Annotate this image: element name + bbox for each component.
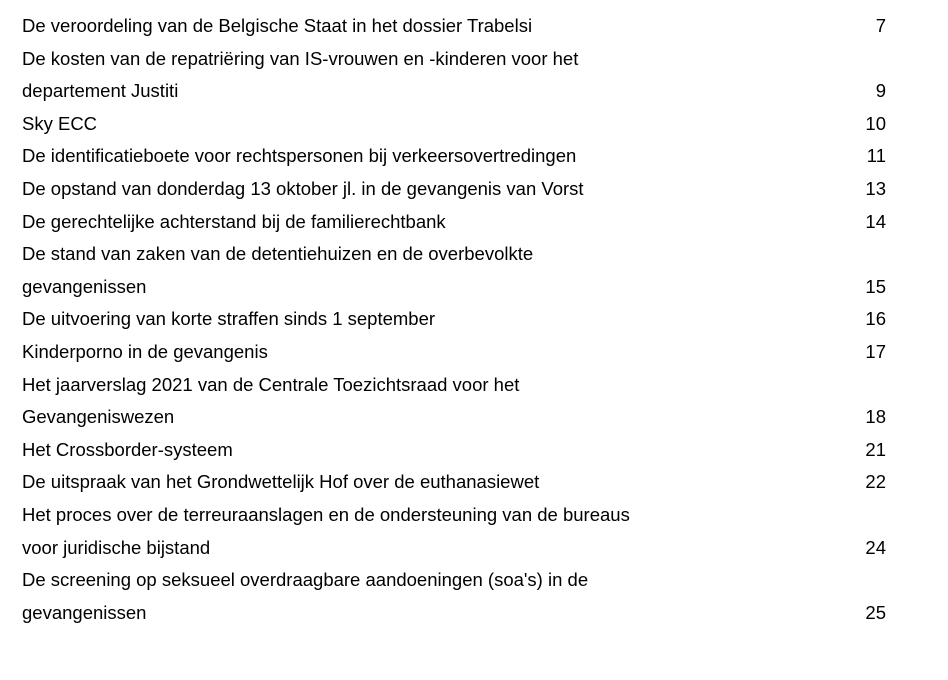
toc-entry-title (22, 564, 828, 629)
toc-entry-title-line: De identificatieboete voor rechtspersonen bij verkeersovertredingen (22, 145, 577, 167)
toc-entry-title-line: De gerechtelijke achterstand bij de familierechtbank (22, 210, 446, 232)
toc-entry-page-number: 17 (865, 340, 886, 362)
toc-entry-page-number: 9 (875, 80, 886, 102)
toc-entry-title-line: departement Justiti (22, 80, 179, 102)
toc-entry (22, 336, 888, 369)
toc-entry-page-number: 24 (865, 536, 886, 558)
toc-entry-title (22, 238, 828, 303)
toc-entry-title-line: Het jaarverslag 2021 van de Centrale Toezichtsraad voor het (22, 373, 520, 395)
toc-entry-page-number: 16 (865, 308, 886, 330)
toc-entry-title (22, 336, 828, 369)
toc-entry (22, 43, 888, 108)
toc-entry-title-line: Kinderporno in de gevangenis (22, 340, 268, 362)
toc-entry (22, 206, 888, 239)
toc-entry (22, 10, 888, 43)
toc-entry-title (22, 140, 828, 173)
toc-entry-title-line: Het Crossborder-systeem (22, 438, 233, 460)
toc-entry-title (22, 499, 828, 564)
toc-entry-title (22, 303, 828, 336)
toc-entry-title-line: De veroordeling van de Belgische Staat in het dossier Trabelsi (22, 15, 533, 36)
toc-entry-page-number: 25 (865, 601, 886, 623)
toc-entry (22, 173, 888, 206)
toc-entry-title-line: Gevangeniswezen (22, 406, 175, 428)
toc-entry-title-line: De stand van zaken van de detentiehuizen en de overbevolkte (22, 243, 534, 265)
toc-entry-title-line: De screening op seksueel overdraagbare aandoeningen (soa's) in de (22, 569, 589, 591)
toc-entry-title-line: gevangenissen (22, 601, 147, 623)
toc-entry-page-number: 14 (865, 210, 886, 232)
toc-entry-page-number: 21 (865, 438, 886, 460)
toc-entry-title (22, 434, 828, 467)
toc-entry-title-line: De uitspraak van het Grondwettelijk Hof over de euthanasiewet (22, 471, 540, 493)
toc-entry-page-number: 22 (865, 471, 886, 493)
toc-entry-title-line: De uitvoering van korte straffen sinds 1 september (22, 308, 436, 330)
toc-entry-title (22, 369, 828, 434)
toc-entry (22, 564, 888, 629)
toc-entry (22, 369, 888, 434)
toc-entry-title (22, 108, 828, 141)
toc-entry-page-number: 7 (875, 15, 886, 36)
toc-entry-page-number: 18 (865, 406, 886, 428)
toc-entry (22, 434, 888, 467)
toc-entry-title (22, 10, 828, 43)
table-of-contents (22, 10, 888, 629)
toc-entry-title (22, 43, 828, 108)
toc-entry-title (22, 206, 828, 239)
toc-entry-title-line: Sky ECC (22, 112, 98, 134)
toc-entry-page-number: 10 (865, 112, 886, 134)
toc-entry-title (22, 173, 828, 206)
toc-entry (22, 140, 888, 173)
toc-entry-title (22, 466, 828, 499)
toc-entry-page-number: 13 (865, 177, 886, 199)
toc-entry (22, 499, 888, 564)
toc-entry-page-number: 11 (866, 145, 886, 167)
toc-entry-title-line: Het proces over de terreuraanslagen en de ondersteuning van de bureaus (22, 503, 630, 525)
toc-entry-title-line: voor juridische bijstand (22, 536, 211, 558)
toc-entry (22, 466, 888, 499)
toc-entry (22, 108, 888, 141)
toc-entry-title-line: De kosten van de repatriëring van IS-vrouwen en -kinderen voor het (22, 47, 579, 69)
toc-entry-page-number: 15 (865, 275, 886, 297)
toc-entry-title-line: De opstand van donderdag 13 oktober jl. in de gevangenis van Vorst (22, 177, 584, 199)
toc-entry (22, 238, 888, 303)
toc-entry-title-line: gevangenissen (22, 275, 147, 297)
toc-entry (22, 303, 888, 336)
